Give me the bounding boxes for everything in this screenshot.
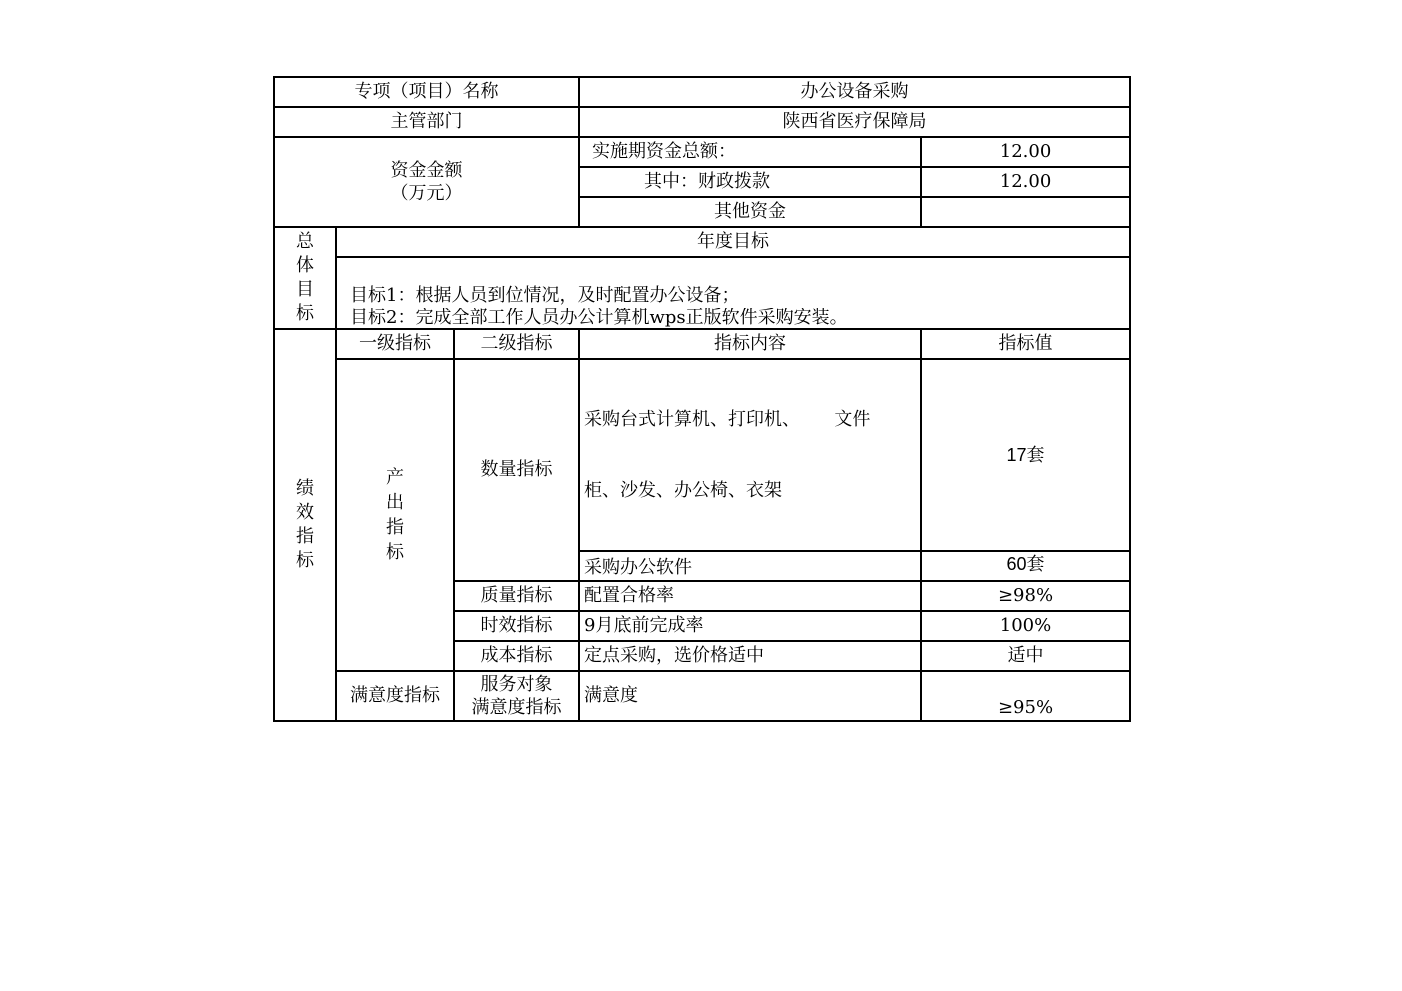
funds-other-label: 其他资金	[579, 197, 921, 227]
satisfaction-label-line2: 满意度指标	[471, 697, 562, 718]
quantity-item-1-value: 17套	[921, 359, 1130, 551]
annual-goal-header: 年度目标	[336, 227, 1130, 257]
overall-goal-char: 目	[296, 279, 314, 300]
overall-goal-char: 体	[296, 255, 314, 276]
output-indicator-label	[336, 359, 454, 671]
goal-item: 目标1：根据人员到位情况，及时配置办公设备；	[350, 285, 740, 306]
output-char: 指	[386, 517, 404, 538]
department-value: 陕西省医疗保障局	[579, 107, 1130, 137]
header-value: 指标值	[921, 329, 1130, 359]
quantity-item-1	[579, 359, 921, 551]
cost-value: 适中	[921, 641, 1130, 671]
quality-indicator-label: 质量指标	[454, 581, 579, 611]
performance-char: 效	[296, 502, 314, 523]
overall-goal-side-label	[274, 227, 336, 329]
quantity-item-1-line2: 柜、沙发、办公椅、衣架	[584, 480, 783, 501]
quality-item: 配置合格率	[579, 581, 921, 611]
funds-label	[274, 137, 579, 227]
department-label: 主管部门	[274, 107, 579, 137]
project-name-value: 办公设备采购	[579, 77, 1130, 107]
output-char: 出	[386, 492, 404, 513]
satisfaction-item: 满意度	[579, 671, 921, 721]
funds-fiscal-value: 12.00	[921, 167, 1130, 197]
header-level2: 二级指标	[454, 329, 579, 359]
quantity-item-1-line1: 采购台式计算机、打印机、 文件	[584, 409, 871, 430]
funds-label-line1: 资金金额	[390, 160, 463, 181]
project-performance-table	[273, 76, 1131, 722]
header-content: 指标内容	[579, 329, 921, 359]
performance-side-label	[274, 329, 336, 721]
satisfaction-label-line1: 服务对象	[480, 674, 553, 695]
timeliness-value: 100%	[921, 611, 1130, 641]
performance-char: 标	[296, 550, 314, 571]
annual-goal-content	[336, 257, 1130, 329]
goal-item: 目标2：完成全部工作人员办公计算机wps正版软件采购安装。	[350, 308, 848, 328]
funds-total-value: 12.00	[921, 137, 1130, 167]
cost-item: 定点采购，选价格适中	[579, 641, 921, 671]
overall-goal-char: 总	[296, 231, 314, 252]
output-char: 标	[386, 542, 404, 563]
funds-other-value	[921, 197, 1130, 227]
quantity-indicator-label: 数量指标	[454, 359, 579, 581]
funds-label-line2: （万元）	[390, 183, 463, 204]
satisfaction-value: ≥95%	[921, 671, 1130, 721]
project-name-label: 专项（项目）名称	[274, 77, 579, 107]
funds-total-label: 实施期资金总额：	[579, 137, 921, 167]
performance-char: 指	[296, 526, 314, 547]
performance-char: 绩	[296, 478, 314, 499]
cost-indicator-label: 成本指标	[454, 641, 579, 671]
overall-goal-char: 标	[296, 303, 314, 324]
quality-value: ≥98%	[921, 581, 1130, 611]
timeliness-item: 9月底前完成率	[579, 611, 921, 641]
quantity-item-2-value: 60套	[921, 551, 1130, 581]
satisfaction-indicator-label	[454, 671, 579, 721]
satisfaction-level1-label: 满意度指标	[336, 671, 454, 721]
timeliness-indicator-label: 时效指标	[454, 611, 579, 641]
header-level1: 一级指标	[336, 329, 454, 359]
quantity-item-2: 采购办公软件	[579, 551, 921, 581]
output-char: 产	[386, 467, 404, 488]
funds-fiscal-label: 其中：财政拨款	[579, 167, 921, 197]
